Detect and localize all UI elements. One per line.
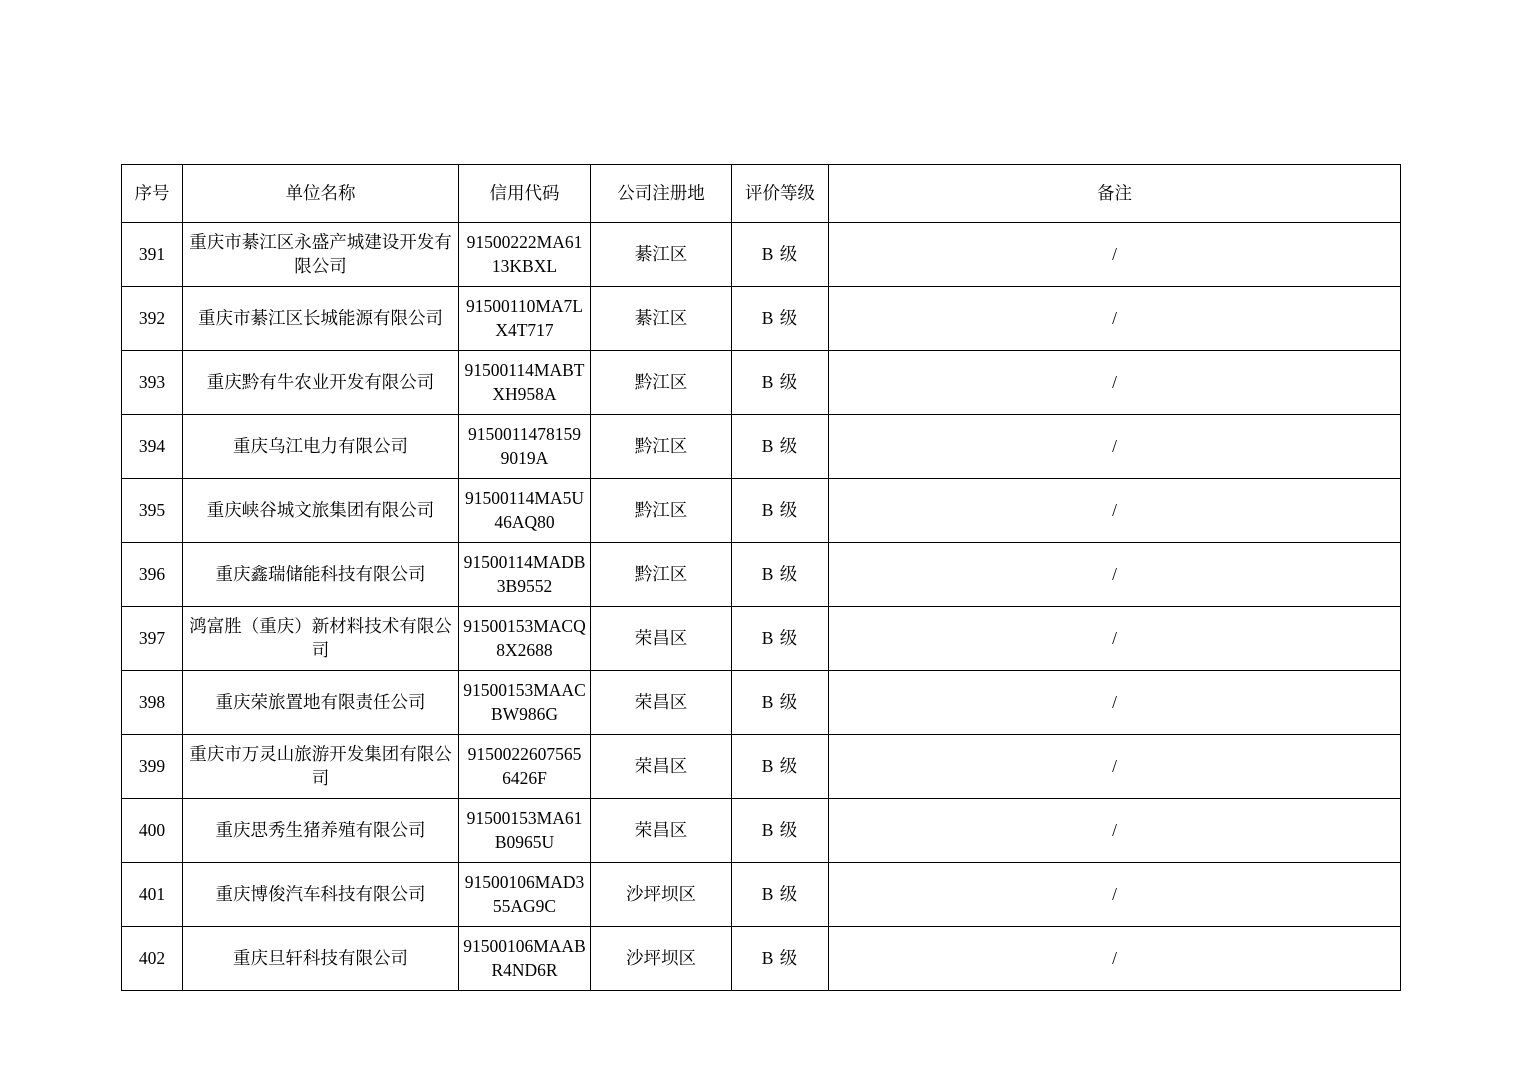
cell-seq: 397 (122, 607, 183, 671)
cell-region: 黔江区 (591, 415, 732, 479)
cell-grade: B 级 (732, 223, 829, 287)
cell-grade: B 级 (732, 543, 829, 607)
table-header (122, 165, 1401, 223)
table-row (122, 671, 1401, 735)
cell-remark: / (829, 671, 1401, 735)
cell-code: 9150011478159 9019A (459, 415, 591, 479)
cell-code: 9150022607565 6426F (459, 735, 591, 799)
table-header-row (122, 165, 1401, 223)
column-header-seq: 序号 (122, 165, 183, 223)
cell-region: 綦江区 (591, 287, 732, 351)
cell-region: 沙坪坝区 (591, 863, 732, 927)
cell-name: 鸿富胜（重庆）新材料技术有限公司 (183, 607, 459, 671)
cell-region: 荣昌区 (591, 607, 732, 671)
cell-seq: 393 (122, 351, 183, 415)
cell-name: 重庆思秀生猪养殖有限公司 (183, 799, 459, 863)
cell-grade: B 级 (732, 927, 829, 991)
cell-name: 重庆峡谷城文旅集团有限公司 (183, 479, 459, 543)
cell-seq: 395 (122, 479, 183, 543)
cell-grade: B 级 (732, 671, 829, 735)
cell-code: 91500222MA6113KBXL (459, 223, 591, 287)
cell-remark: / (829, 799, 1401, 863)
cell-seq: 400 (122, 799, 183, 863)
cell-code: 91500153MA61B0965U (459, 799, 591, 863)
cell-grade: B 级 (732, 351, 829, 415)
cell-grade: B 级 (732, 287, 829, 351)
cell-seq: 399 (122, 735, 183, 799)
cell-code: 91500114MA5U46AQ80 (459, 479, 591, 543)
cell-name: 重庆旦轩科技有限公司 (183, 927, 459, 991)
cell-name: 重庆博俊汽车科技有限公司 (183, 863, 459, 927)
cell-code: 91500114MADB3B9552 (459, 543, 591, 607)
column-header-remark: 备注 (829, 165, 1401, 223)
table-row (122, 927, 1401, 991)
cell-name: 重庆荣旅置地有限责任公司 (183, 671, 459, 735)
table-row (122, 543, 1401, 607)
cell-seq: 396 (122, 543, 183, 607)
column-header-region: 公司注册地 (591, 165, 732, 223)
cell-grade: B 级 (732, 863, 829, 927)
cell-grade: B 级 (732, 607, 829, 671)
column-header-grade: 评价等级 (732, 165, 829, 223)
cell-seq: 392 (122, 287, 183, 351)
table-body (122, 223, 1401, 991)
table-row (122, 607, 1401, 671)
cell-region: 黔江区 (591, 479, 732, 543)
cell-grade: B 级 (732, 479, 829, 543)
cell-code: 91500106MAABR4ND6R (459, 927, 591, 991)
credit-rating-table (121, 164, 1401, 991)
cell-code: 91500110MA7LX4T717 (459, 287, 591, 351)
cell-seq: 402 (122, 927, 183, 991)
cell-code: 91500153MACQ8X2688 (459, 607, 591, 671)
cell-code: 91500114MABTXH958A (459, 351, 591, 415)
table-row (122, 351, 1401, 415)
cell-remark: / (829, 351, 1401, 415)
column-header-name: 单位名称 (183, 165, 459, 223)
cell-remark: / (829, 479, 1401, 543)
table-row (122, 415, 1401, 479)
cell-remark: / (829, 607, 1401, 671)
cell-seq: 391 (122, 223, 183, 287)
cell-name: 重庆市万灵山旅游开发集团有限公司 (183, 735, 459, 799)
cell-code: 91500106MAD355AG9C (459, 863, 591, 927)
table-row (122, 223, 1401, 287)
cell-remark: / (829, 543, 1401, 607)
cell-name: 重庆市綦江区长城能源有限公司 (183, 287, 459, 351)
cell-name: 重庆黔有牛农业开发有限公司 (183, 351, 459, 415)
cell-region: 沙坪坝区 (591, 927, 732, 991)
cell-remark: / (829, 415, 1401, 479)
credit-rating-table-container (121, 164, 1400, 991)
table-row (122, 863, 1401, 927)
table-row (122, 735, 1401, 799)
cell-seq: 398 (122, 671, 183, 735)
cell-remark: / (829, 223, 1401, 287)
cell-name: 重庆市綦江区永盛产城建设开发有限公司 (183, 223, 459, 287)
cell-region: 黔江区 (591, 351, 732, 415)
cell-region: 荣昌区 (591, 799, 732, 863)
cell-grade: B 级 (732, 735, 829, 799)
cell-name: 重庆鑫瑞储能科技有限公司 (183, 543, 459, 607)
cell-region: 荣昌区 (591, 735, 732, 799)
cell-remark: / (829, 735, 1401, 799)
cell-remark: / (829, 863, 1401, 927)
cell-code: 91500153MAACBW986G (459, 671, 591, 735)
cell-name: 重庆乌江电力有限公司 (183, 415, 459, 479)
cell-region: 黔江区 (591, 543, 732, 607)
cell-region: 綦江区 (591, 223, 732, 287)
table-row (122, 799, 1401, 863)
cell-seq: 401 (122, 863, 183, 927)
cell-remark: / (829, 287, 1401, 351)
cell-grade: B 级 (732, 415, 829, 479)
column-header-code: 信用代码 (459, 165, 591, 223)
cell-region: 荣昌区 (591, 671, 732, 735)
cell-remark: / (829, 927, 1401, 991)
cell-grade: B 级 (732, 799, 829, 863)
table-row (122, 479, 1401, 543)
cell-seq: 394 (122, 415, 183, 479)
table-row (122, 287, 1401, 351)
